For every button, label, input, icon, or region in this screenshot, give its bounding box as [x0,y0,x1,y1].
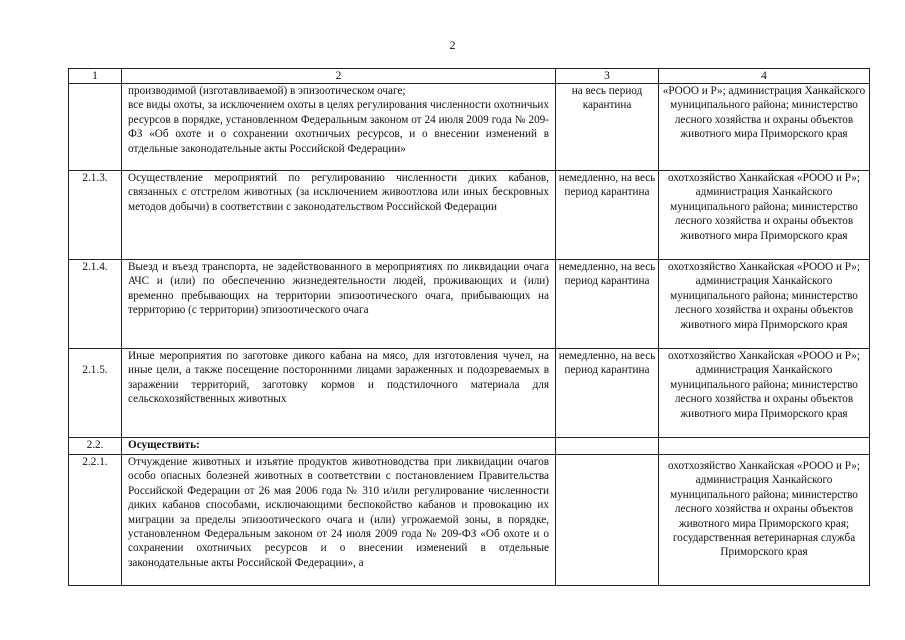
page-number: 2 [449,38,456,52]
row-number: 2.1.3. [69,171,122,260]
term-cell: на весь период карантина [556,84,659,171]
table-row [69,260,870,349]
term-cell: немедленно, на весь период карантина [556,349,659,438]
header-col-1: 1 [69,69,122,84]
header-col-3: 3 [556,69,659,84]
table-row [69,438,870,455]
term-cell: немедленно, на весь период карантина [556,260,659,349]
measure-text: Выезд и въезд транспорта, не задействованного в мероприятиях по ликвидации очага АЧС и (или) по обеспечению жизнедеятельности людей, проживающих и (или) временно пребывающих на территории эпизоотического очага, прибывающих на территорию (с территории) эпизоотического очага [122,260,556,349]
responsible-cell: «РООО и Р»; администрация Ханкайского муниципального района; министерство лесного хозяйства и охраны объектов животного мира Приморского края [659,84,870,171]
measure-text: производимой (изготавливаемой) в эпизоотическом очаге; все виды охоты, за исключением охоты в целях регулирования численности охотничьих ресурсов в порядке, установленном Федеральным законом от 24 июля 2009 года № 209-ФЗ «Об охоте и о сохранении охотничьих ресурсов, и о внесении изменений в отдельные законодательные акты Российской Федерации» [122,84,556,171]
row-number: 2.2. [69,438,122,455]
row-number: 2.2.1. [69,455,122,586]
table-row [69,455,870,586]
header-col-2: 2 [122,69,556,84]
term-cell [556,455,659,586]
responsible-cell: охотхозяйство Ханкайская «РООО и Р»; администрация Ханкайского муниципального района; министерство лесного хозяйства и охраны объектов животного мира Приморского края; государственная ветеринарная служба Приморского края [659,455,870,586]
measure-text: Иные мероприятия по заготовке дикого кабана на мясо, для изготовления чучел, на иные цели, а также посещение посторонними лицами зараженных и подозреваемых в заражении территорий, заготовку кормов и подстилочного материала для сельскохозяйственных животных [122,349,556,438]
row-number: 2.1.5. [69,349,122,438]
responsible-cell [659,438,870,455]
term-cell: немедленно, на весь период карантина [556,171,659,260]
measure-text: Осуществление мероприятий по регулированию численности диких кабанов, связанных с отстрелом животных (за исключением живоотлова или иных бескровных методов добычи) в соответствии с законодательством Российской Федерации [122,171,556,260]
row-number [69,84,122,171]
section-heading: Осуществить: [122,438,556,455]
responsible-cell: охотхозяйство Ханкайская «РООО и Р»; администрация Ханкайского муниципального района; министерство лесного хозяйства и охраны объектов животного мира Приморского края [659,171,870,260]
measure-text: Отчуждение животных и изъятие продуктов животноводства при ликвидации очагов особо опасных болезней животных в соответствии с постановлением Правительства Российской Федерации от 26 мая 2006 года № 310 и/или регулирование численности диких кабанов способами, исключающими беспокойство кабанов и провокацию их миграции за пределы эпизоотического очага и (или) угрожаемой зоны, в порядке, установленном Федеральным законом от 24 июля 2009 года № 209-ФЗ «Об охоте и о сохранении охотничьих ресурсов и о внесении изменений в отдельные законодательные акты Российской Федерации», а [122,455,556,586]
table-row [69,349,870,438]
row-number: 2.1.4. [69,260,122,349]
table-row [69,84,870,171]
table-header-row [69,69,870,84]
term-cell [556,438,659,455]
header-col-4: 4 [659,69,870,84]
table-row [69,171,870,260]
responsible-cell: охотхозяйство Ханкайская «РООО и Р»; администрация Ханкайского муниципального района; министерство лесного хозяйства и охраны объектов животного мира Приморского края [659,349,870,438]
measures-table [68,68,870,586]
responsible-cell: охотхозяйство Ханкайская «РООО и Р»; администрация Ханкайского муниципального района; министерство лесного хозяйства и охраны объектов животного мира Приморского края [659,260,870,349]
